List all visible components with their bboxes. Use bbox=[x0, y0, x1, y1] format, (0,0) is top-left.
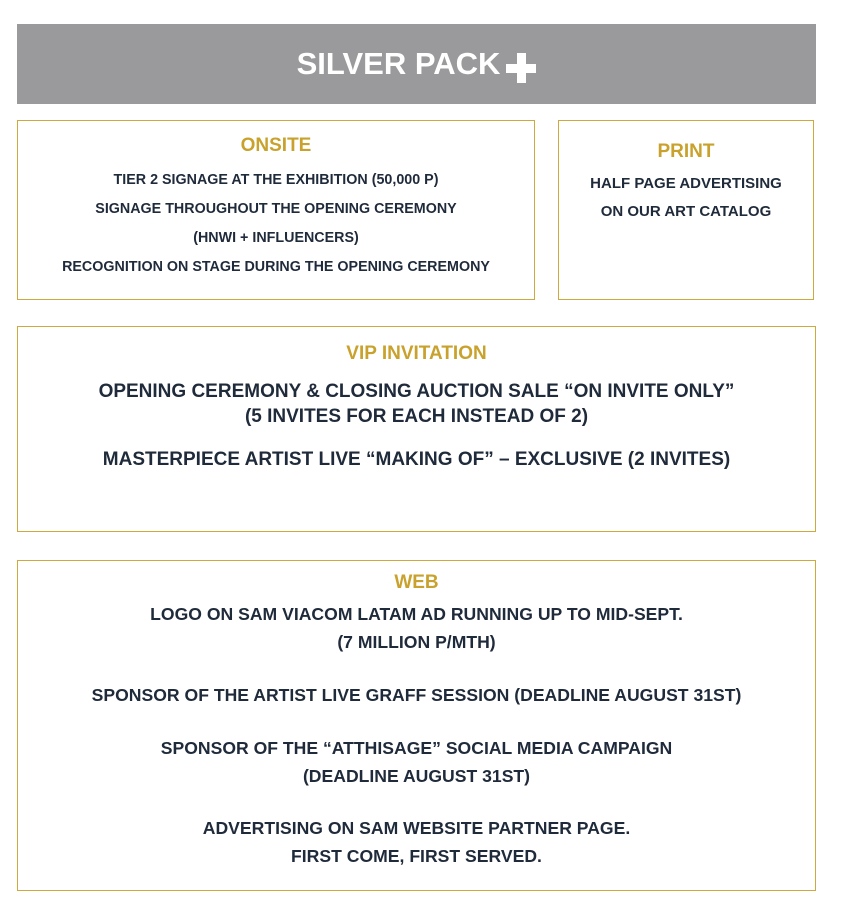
web-group bbox=[18, 681, 815, 709]
onsite-lines bbox=[18, 166, 534, 282]
vip-line: MASTERPIECE ARTIST LIVE “MAKING OF” – EXCLUSIVE (2 INVITES) bbox=[102, 449, 731, 470]
print-line: ON OUR ART CATALOG bbox=[600, 203, 772, 220]
web-line: SPONSOR OF THE “ATTHISAGE” SOCIAL MEDIA CAMPAIGN bbox=[160, 738, 673, 758]
print-heading: PRINT bbox=[657, 141, 715, 162]
print-lines bbox=[559, 170, 813, 226]
web-line: ADVERTISING ON SAM WEBSITE PARTNER PAGE. bbox=[202, 818, 631, 838]
web-group bbox=[18, 814, 815, 870]
banner-title: SILVER PACK bbox=[296, 46, 501, 81]
vip-heading: VIP INVITATION bbox=[346, 343, 487, 364]
web-line: SPONSOR OF THE ARTIST LIVE GRAFF SESSION (DEADLINE AUGUST 31ST) bbox=[91, 685, 742, 705]
onsite-line: RECOGNITION ON STAGE DURING THE OPENING CEREMONY bbox=[62, 259, 490, 275]
vip-group bbox=[18, 379, 815, 429]
plus-icon bbox=[506, 53, 536, 83]
onsite-line: SIGNAGE THROUGHOUT THE OPENING CEREMONY bbox=[95, 201, 457, 217]
web-line: FIRST COME, FIRST SERVED. bbox=[291, 846, 542, 866]
silver-pack-banner bbox=[17, 24, 816, 104]
onsite-section bbox=[17, 120, 535, 300]
web-group bbox=[18, 600, 815, 656]
onsite-heading: ONSITE bbox=[240, 135, 312, 156]
vip-line: (5 INVITES FOR EACH INSTEAD OF 2) bbox=[244, 406, 589, 427]
print-line: HALF PAGE ADVERTISING bbox=[590, 175, 782, 192]
vip-invitation-section bbox=[17, 326, 816, 532]
onsite-line: (HNWI + INFLUENCERS) bbox=[193, 230, 359, 246]
web-line: (DEADLINE AUGUST 31ST) bbox=[302, 766, 531, 786]
print-section bbox=[558, 120, 814, 300]
web-section bbox=[17, 560, 816, 891]
web-line: LOGO ON SAM VIACOM LATAM AD RUNNING UP TO MID-SEPT. bbox=[150, 604, 683, 624]
vip-group bbox=[18, 447, 815, 472]
vip-line: OPENING CEREMONY & CLOSING AUCTION SALE “ON INVITE ONLY” bbox=[98, 381, 735, 402]
web-line: (7 MILLION P/MTH) bbox=[337, 632, 496, 652]
onsite-line: TIER 2 SIGNAGE AT THE EXHIBITION (50,000 P) bbox=[113, 172, 439, 188]
web-group bbox=[18, 734, 815, 790]
web-heading: WEB bbox=[394, 572, 439, 593]
